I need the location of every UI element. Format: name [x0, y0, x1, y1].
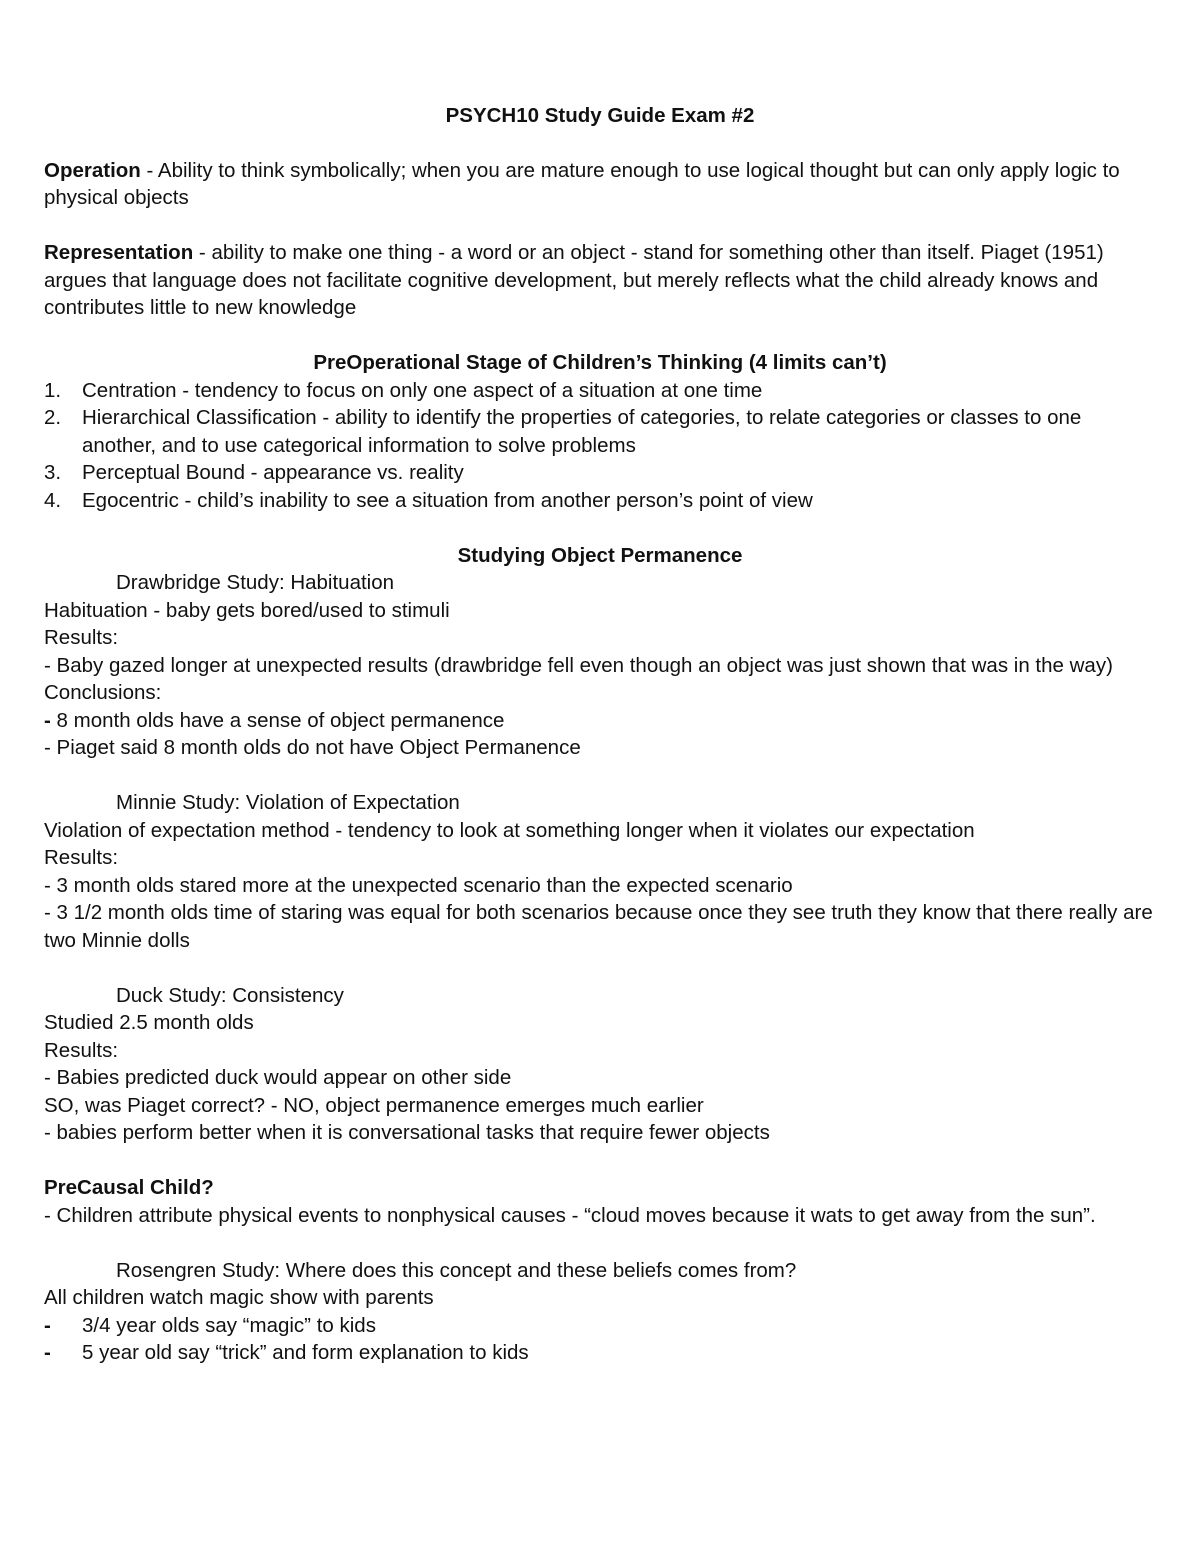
- rosengren-study-title: Rosengren Study: Where does this concept and these beliefs comes from?: [116, 1258, 797, 1282]
- duck-result-1: - Babies predicted duck would appear on other side: [44, 1066, 512, 1089]
- drawbridge-conclusion-1: [44, 707, 1156, 735]
- duck-study-title: Duck Study: Consistency: [116, 983, 344, 1007]
- spacer: [44, 514, 1156, 542]
- conclusion-text: 8 month olds have a sense of object permanence: [50, 708, 505, 732]
- list-item: [44, 1312, 1156, 1340]
- duck-results-label: Results:: [44, 1038, 119, 1062]
- list-item: [44, 377, 1156, 405]
- spacer: [44, 1147, 1156, 1175]
- list-item: [44, 487, 1156, 515]
- spacer: [44, 322, 1156, 350]
- list-item: [44, 459, 1156, 487]
- representation-definition: [44, 239, 1156, 322]
- spacer: [44, 1229, 1156, 1257]
- minnie-results-label: Results:: [44, 846, 119, 869]
- document-page: [44, 102, 1156, 1367]
- list-number: 4.: [44, 488, 62, 512]
- dash-bullet: -: [44, 708, 51, 732]
- minnie-result-2: - 3 1/2 month olds time of staring was equal for both scenarios because once they see truth they know that there really are two Minnie dolls: [44, 901, 1153, 952]
- drawbridge-result: - Baby gazed longer at unexpected results (drawbridge fell even though an object was just shown that was in the way): [44, 653, 1113, 677]
- spacer: [44, 762, 1156, 790]
- list-text: Centration - tendency to focus on only one aspect of a situation at one time: [82, 378, 763, 402]
- representation-text: - ability to make one thing - a word or an object - stand for something other than itself. Piaget (1951) argues that language does not facilitate cognitive development, but merely reflects what the child already knows and contributes little to new knowledge: [44, 241, 1104, 319]
- operation-term: Operation: [44, 158, 141, 182]
- dash-bullet: -: [44, 1341, 51, 1364]
- drawbridge-conclusion-2: - Piaget said 8 month olds do not have Object Permanence: [44, 736, 581, 759]
- minnie-study-title: Minnie Study: Violation of Expectation: [116, 791, 460, 814]
- preop-limits-list: [44, 377, 1156, 515]
- list-number: 1.: [44, 378, 62, 402]
- list-text: Hierarchical Classification - ability to identify the properties of categories, to relate categories or classes to one another, and to use categorical information to solve problems: [82, 406, 1082, 457]
- dash-bullet: -: [44, 1313, 51, 1337]
- duck-piaget-question: SO, was Piaget correct? - NO, object permanence emerges much earlier: [44, 1093, 704, 1117]
- list-text: 3/4 year olds say “magic” to kids: [82, 1313, 376, 1337]
- duck-studied: Studied 2.5 month olds: [44, 1011, 254, 1034]
- minnie-result-1: - 3 month olds stared more at the unexpected scenario than the expected scenario: [44, 873, 793, 897]
- spacer: [44, 212, 1156, 240]
- rosengren-line: All children watch magic show with parents: [44, 1286, 434, 1309]
- drawbridge-conclusions-label: Conclusions:: [44, 681, 162, 704]
- spacer: [44, 954, 1156, 982]
- preop-heading: PreOperational Stage of Children’s Thinking (4 limits can’t): [313, 351, 887, 374]
- drawbridge-study-title: Drawbridge Study: Habituation: [116, 571, 395, 594]
- list-number: 3.: [44, 461, 62, 484]
- list-number: 2.: [44, 406, 62, 429]
- object-permanence-heading: Studying Object Permanence: [457, 543, 743, 567]
- duck-last-line: - babies perform better when it is conversational tasks that require fewer objects: [44, 1121, 770, 1144]
- list-item: [44, 1339, 1156, 1367]
- list-text: Egocentric - child’s inability to see a situation from another person’s point of view: [82, 488, 813, 512]
- operation-definition: [44, 157, 1156, 212]
- habituation-definition: Habituation - baby gets bored/used to stimuli: [44, 598, 450, 622]
- precausal-heading: PreCausal Child?: [44, 1176, 214, 1199]
- document-title: PSYCH10 Study Guide Exam #2: [445, 104, 755, 127]
- representation-term: Representation: [44, 241, 194, 264]
- precausal-text: - Children attribute physical events to nonphysical causes - “cloud moves because it wats to get away from the sun”.: [44, 1203, 1096, 1227]
- violation-definition: Violation of expectation method - tendency to look at something longer when it violates our expectation: [44, 818, 975, 842]
- list-text: Perceptual Bound - appearance vs. reality: [82, 461, 464, 484]
- drawbridge-results-label: Results:: [44, 626, 119, 649]
- list-item: [44, 404, 1156, 459]
- operation-text: - Ability to think symbolically; when you are mature enough to use logical thought but can only apply logic to physical objects: [44, 158, 1120, 209]
- list-text: 5 year old say “trick” and form explanation to kids: [82, 1341, 529, 1364]
